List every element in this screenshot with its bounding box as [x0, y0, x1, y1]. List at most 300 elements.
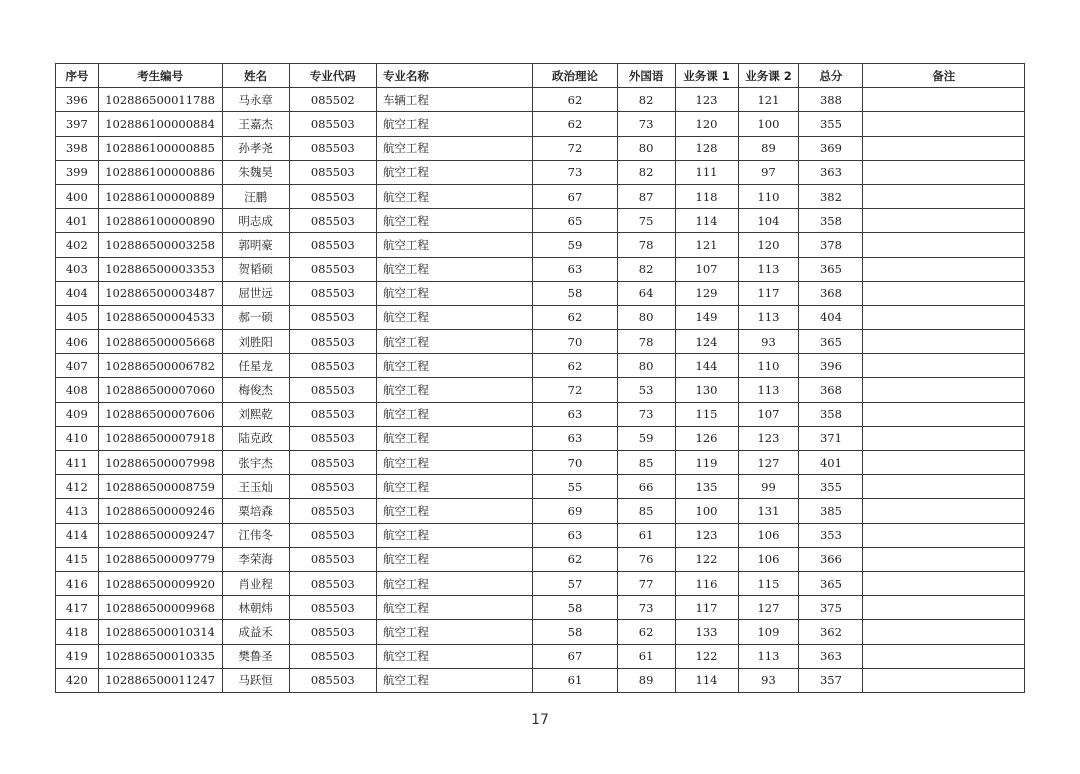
- cell-serial: 403: [56, 257, 99, 281]
- cell-remarks: [863, 160, 1025, 184]
- cell-politics: 62: [533, 305, 617, 329]
- cell-candidate-id: 102886500005668: [98, 330, 222, 354]
- table-row: [56, 475, 1025, 499]
- cell-total: 358: [799, 209, 863, 233]
- cell-total: 365: [799, 571, 863, 595]
- header-remarks: 备注: [863, 64, 1025, 88]
- cell-subject-2: 113: [738, 644, 799, 668]
- cell-subject-2: 127: [738, 596, 799, 620]
- cell-candidate-id: 102886500009968: [98, 596, 222, 620]
- cell-major-name: 航空工程: [376, 668, 532, 692]
- cell-major-code: 085503: [289, 523, 376, 547]
- header-subject-1: 业务课 1: [675, 64, 738, 88]
- cell-name: 陆克政: [222, 426, 289, 450]
- cell-politics: 72: [533, 378, 617, 402]
- cell-politics: 57: [533, 571, 617, 595]
- cell-foreign-language: 73: [617, 596, 675, 620]
- cell-subject-1: 133: [675, 620, 738, 644]
- table-row: [56, 209, 1025, 233]
- cell-politics: 65: [533, 209, 617, 233]
- cell-politics: 63: [533, 523, 617, 547]
- cell-serial: 407: [56, 354, 99, 378]
- page-number: 17: [531, 712, 549, 728]
- cell-major-name: 航空工程: [376, 184, 532, 208]
- cell-name: 刘胜阳: [222, 330, 289, 354]
- cell-subject-1: 115: [675, 402, 738, 426]
- table-row: [56, 378, 1025, 402]
- cell-subject-2: 110: [738, 184, 799, 208]
- cell-remarks: [863, 330, 1025, 354]
- cell-major-name: 航空工程: [376, 547, 532, 571]
- cell-total: 368: [799, 378, 863, 402]
- cell-total: 363: [799, 644, 863, 668]
- cell-subject-1: 130: [675, 378, 738, 402]
- cell-remarks: [863, 112, 1025, 136]
- cell-candidate-id: 102886500011247: [98, 668, 222, 692]
- cell-major-code: 085502: [289, 88, 376, 112]
- cell-candidate-id: 102886500008759: [98, 475, 222, 499]
- table-header-row: [56, 64, 1025, 88]
- cell-major-code: 085503: [289, 281, 376, 305]
- cell-foreign-language: 75: [617, 209, 675, 233]
- table-row: [56, 257, 1025, 281]
- cell-remarks: [863, 475, 1025, 499]
- cell-subject-1: 120: [675, 112, 738, 136]
- cell-subject-1: 122: [675, 547, 738, 571]
- cell-subject-2: 115: [738, 571, 799, 595]
- cell-major-code: 085503: [289, 209, 376, 233]
- cell-major-code: 085503: [289, 596, 376, 620]
- cell-name: 屈世远: [222, 281, 289, 305]
- cell-politics: 58: [533, 620, 617, 644]
- cell-subject-2: 104: [738, 209, 799, 233]
- cell-name: 王玉灿: [222, 475, 289, 499]
- header-foreign-language: 外国语: [617, 64, 675, 88]
- cell-serial: 398: [56, 136, 99, 160]
- table-row: [56, 136, 1025, 160]
- cell-politics: 62: [533, 112, 617, 136]
- table-row: [56, 426, 1025, 450]
- cell-politics: 63: [533, 402, 617, 426]
- cell-name: 明志成: [222, 209, 289, 233]
- cell-serial: 397: [56, 112, 99, 136]
- table-row: [56, 596, 1025, 620]
- cell-remarks: [863, 354, 1025, 378]
- cell-candidate-id: 102886500007606: [98, 402, 222, 426]
- cell-subject-2: 93: [738, 330, 799, 354]
- cell-foreign-language: 59: [617, 426, 675, 450]
- cell-name: 成益禾: [222, 620, 289, 644]
- table-row: [56, 451, 1025, 475]
- cell-candidate-id: 102886500007918: [98, 426, 222, 450]
- cell-name: 栗培森: [222, 499, 289, 523]
- cell-name: 樊鲁圣: [222, 644, 289, 668]
- cell-major-code: 085503: [289, 112, 376, 136]
- cell-major-name: 航空工程: [376, 281, 532, 305]
- cell-subject-1: 121: [675, 233, 738, 257]
- cell-major-name: 航空工程: [376, 209, 532, 233]
- cell-remarks: [863, 426, 1025, 450]
- cell-politics: 63: [533, 257, 617, 281]
- cell-subject-1: 114: [675, 209, 738, 233]
- cell-politics: 61: [533, 668, 617, 692]
- cell-candidate-id: 102886500009246: [98, 499, 222, 523]
- cell-subject-2: 107: [738, 402, 799, 426]
- cell-subject-2: 131: [738, 499, 799, 523]
- cell-subject-1: 114: [675, 668, 738, 692]
- cell-major-name: 航空工程: [376, 644, 532, 668]
- cell-foreign-language: 80: [617, 354, 675, 378]
- cell-total: 355: [799, 475, 863, 499]
- table-row: [56, 354, 1025, 378]
- cell-subject-1: 117: [675, 596, 738, 620]
- cell-subject-1: 135: [675, 475, 738, 499]
- cell-total: 365: [799, 330, 863, 354]
- cell-major-name: 航空工程: [376, 257, 532, 281]
- cell-politics: 55: [533, 475, 617, 499]
- cell-remarks: [863, 571, 1025, 595]
- cell-subject-1: 100: [675, 499, 738, 523]
- header-major-code: 专业代码: [289, 64, 376, 88]
- cell-serial: 401: [56, 209, 99, 233]
- cell-major-name: 航空工程: [376, 378, 532, 402]
- cell-name: 林朝炜: [222, 596, 289, 620]
- cell-major-code: 085503: [289, 378, 376, 402]
- table-row: [56, 644, 1025, 668]
- table-row: [56, 112, 1025, 136]
- cell-politics: 70: [533, 451, 617, 475]
- cell-major-code: 085503: [289, 426, 376, 450]
- cell-remarks: [863, 136, 1025, 160]
- cell-politics: 72: [533, 136, 617, 160]
- cell-foreign-language: 82: [617, 88, 675, 112]
- cell-candidate-id: 102886100000886: [98, 160, 222, 184]
- cell-remarks: [863, 184, 1025, 208]
- cell-subject-1: 116: [675, 571, 738, 595]
- cell-remarks: [863, 88, 1025, 112]
- cell-major-name: 航空工程: [376, 330, 532, 354]
- cell-foreign-language: 61: [617, 523, 675, 547]
- cell-name: 任星龙: [222, 354, 289, 378]
- cell-major-name: 航空工程: [376, 354, 532, 378]
- cell-subject-2: 99: [738, 475, 799, 499]
- header-name: 姓名: [222, 64, 289, 88]
- table-row: [56, 571, 1025, 595]
- cell-major-name: 航空工程: [376, 499, 532, 523]
- cell-politics: 67: [533, 644, 617, 668]
- cell-name: 郭明豪: [222, 233, 289, 257]
- table-row: [56, 160, 1025, 184]
- cell-candidate-id: 102886500010335: [98, 644, 222, 668]
- cell-subject-1: 123: [675, 88, 738, 112]
- cell-major-code: 085503: [289, 571, 376, 595]
- cell-serial: 420: [56, 668, 99, 692]
- cell-politics: 58: [533, 281, 617, 305]
- cell-name: 张宇杰: [222, 451, 289, 475]
- cell-subject-1: 119: [675, 451, 738, 475]
- cell-foreign-language: 66: [617, 475, 675, 499]
- cell-foreign-language: 62: [617, 620, 675, 644]
- cell-name: 王嘉杰: [222, 112, 289, 136]
- cell-politics: 62: [533, 88, 617, 112]
- cell-politics: 62: [533, 354, 617, 378]
- cell-name: 江伟冬: [222, 523, 289, 547]
- cell-remarks: [863, 596, 1025, 620]
- cell-candidate-id: 102886500006782: [98, 354, 222, 378]
- cell-serial: 396: [56, 88, 99, 112]
- cell-major-name: 航空工程: [376, 475, 532, 499]
- cell-name: 马永章: [222, 88, 289, 112]
- cell-subject-1: 122: [675, 644, 738, 668]
- header-politics: 政治理论: [533, 64, 617, 88]
- cell-subject-2: 113: [738, 378, 799, 402]
- cell-politics: 58: [533, 596, 617, 620]
- cell-candidate-id: 102886500009247: [98, 523, 222, 547]
- cell-foreign-language: 82: [617, 257, 675, 281]
- cell-subject-1: 124: [675, 330, 738, 354]
- cell-subject-2: 117: [738, 281, 799, 305]
- cell-subject-2: 113: [738, 257, 799, 281]
- cell-serial: 411: [56, 451, 99, 475]
- cell-foreign-language: 73: [617, 112, 675, 136]
- cell-serial: 409: [56, 402, 99, 426]
- table-row: [56, 402, 1025, 426]
- cell-name: 汪鹏: [222, 184, 289, 208]
- cell-name: 肖业程: [222, 571, 289, 595]
- cell-subject-2: 89: [738, 136, 799, 160]
- header-subject-2: 业务课 2: [738, 64, 799, 88]
- cell-subject-1: 107: [675, 257, 738, 281]
- cell-politics: 63: [533, 426, 617, 450]
- table-row: [56, 184, 1025, 208]
- cell-remarks: [863, 547, 1025, 571]
- cell-total: 375: [799, 596, 863, 620]
- cell-remarks: [863, 209, 1025, 233]
- cell-total: 401: [799, 451, 863, 475]
- cell-major-name: 航空工程: [376, 160, 532, 184]
- cell-name: 李荣海: [222, 547, 289, 571]
- cell-foreign-language: 85: [617, 451, 675, 475]
- cell-subject-2: 109: [738, 620, 799, 644]
- cell-politics: 73: [533, 160, 617, 184]
- cell-foreign-language: 64: [617, 281, 675, 305]
- cell-total: 368: [799, 281, 863, 305]
- cell-subject-2: 93: [738, 668, 799, 692]
- cell-subject-2: 121: [738, 88, 799, 112]
- cell-serial: 400: [56, 184, 99, 208]
- cell-name: 朱魏昊: [222, 160, 289, 184]
- cell-subject-1: 129: [675, 281, 738, 305]
- cell-serial: 416: [56, 571, 99, 595]
- cell-serial: 413: [56, 499, 99, 523]
- cell-politics: 70: [533, 330, 617, 354]
- cell-subject-2: 97: [738, 160, 799, 184]
- cell-major-code: 085503: [289, 547, 376, 571]
- cell-total: 371: [799, 426, 863, 450]
- cell-total: 362: [799, 620, 863, 644]
- cell-subject-1: 149: [675, 305, 738, 329]
- cell-major-name: 航空工程: [376, 402, 532, 426]
- cell-serial: 418: [56, 620, 99, 644]
- cell-major-code: 085503: [289, 305, 376, 329]
- cell-major-name: 航空工程: [376, 426, 532, 450]
- cell-total: 404: [799, 305, 863, 329]
- cell-subject-1: 123: [675, 523, 738, 547]
- cell-remarks: [863, 281, 1025, 305]
- cell-total: 355: [799, 112, 863, 136]
- table-row: [56, 330, 1025, 354]
- cell-remarks: [863, 402, 1025, 426]
- cell-name: 孙孝尧: [222, 136, 289, 160]
- cell-major-name: 航空工程: [376, 620, 532, 644]
- cell-major-code: 085503: [289, 136, 376, 160]
- cell-serial: 412: [56, 475, 99, 499]
- cell-subject-2: 123: [738, 426, 799, 450]
- cell-subject-1: 126: [675, 426, 738, 450]
- cell-candidate-id: 102886500009779: [98, 547, 222, 571]
- table-row: [56, 620, 1025, 644]
- cell-remarks: [863, 499, 1025, 523]
- cell-serial: 419: [56, 644, 99, 668]
- cell-total: 388: [799, 88, 863, 112]
- cell-major-code: 085503: [289, 668, 376, 692]
- cell-major-name: 车辆工程: [376, 88, 532, 112]
- cell-candidate-id: 102886100000885: [98, 136, 222, 160]
- cell-total: 363: [799, 160, 863, 184]
- cell-remarks: [863, 668, 1025, 692]
- cell-foreign-language: 61: [617, 644, 675, 668]
- header-total: 总分: [799, 64, 863, 88]
- cell-subject-2: 110: [738, 354, 799, 378]
- cell-major-code: 085503: [289, 402, 376, 426]
- cell-foreign-language: 80: [617, 136, 675, 160]
- cell-subject-1: 144: [675, 354, 738, 378]
- header-major-name: 专业名称: [376, 64, 532, 88]
- cell-name: 郝一硕: [222, 305, 289, 329]
- cell-major-code: 085503: [289, 330, 376, 354]
- cell-total: 385: [799, 499, 863, 523]
- cell-remarks: [863, 620, 1025, 644]
- table-row: [56, 305, 1025, 329]
- cell-total: 396: [799, 354, 863, 378]
- cell-serial: 399: [56, 160, 99, 184]
- cell-foreign-language: 87: [617, 184, 675, 208]
- cell-major-code: 085503: [289, 451, 376, 475]
- cell-major-code: 085503: [289, 160, 376, 184]
- cell-serial: 406: [56, 330, 99, 354]
- cell-serial: 404: [56, 281, 99, 305]
- cell-subject-1: 128: [675, 136, 738, 160]
- header-candidate-id: 考生编号: [98, 64, 222, 88]
- cell-total: 357: [799, 668, 863, 692]
- cell-subject-2: 106: [738, 547, 799, 571]
- cell-name: 贺韬硕: [222, 257, 289, 281]
- cell-major-code: 085503: [289, 184, 376, 208]
- cell-subject-2: 100: [738, 112, 799, 136]
- table-row: [56, 547, 1025, 571]
- cell-major-code: 085503: [289, 257, 376, 281]
- table-body: [56, 88, 1025, 693]
- cell-total: 365: [799, 257, 863, 281]
- cell-foreign-language: 76: [617, 547, 675, 571]
- cell-candidate-id: 102886500007998: [98, 451, 222, 475]
- cell-candidate-id: 102886500003353: [98, 257, 222, 281]
- cell-name: 梅俊杰: [222, 378, 289, 402]
- table-row: [56, 88, 1025, 112]
- cell-subject-1: 118: [675, 184, 738, 208]
- cell-candidate-id: 102886500009920: [98, 571, 222, 595]
- table-row: [56, 281, 1025, 305]
- cell-candidate-id: 102886100000890: [98, 209, 222, 233]
- cell-serial: 405: [56, 305, 99, 329]
- cell-major-name: 航空工程: [376, 233, 532, 257]
- cell-major-name: 航空工程: [376, 596, 532, 620]
- cell-major-code: 085503: [289, 644, 376, 668]
- cell-name: 刘熙乾: [222, 402, 289, 426]
- table-row: [56, 233, 1025, 257]
- cell-total: 353: [799, 523, 863, 547]
- cell-politics: 69: [533, 499, 617, 523]
- table-row: [56, 499, 1025, 523]
- cell-candidate-id: 102886100000884: [98, 112, 222, 136]
- cell-politics: 59: [533, 233, 617, 257]
- cell-serial: 410: [56, 426, 99, 450]
- cell-major-name: 航空工程: [376, 112, 532, 136]
- cell-candidate-id: 102886500003487: [98, 281, 222, 305]
- cell-foreign-language: 53: [617, 378, 675, 402]
- table-row: [56, 668, 1025, 692]
- cell-total: 366: [799, 547, 863, 571]
- cell-subject-1: 111: [675, 160, 738, 184]
- cell-subject-2: 127: [738, 451, 799, 475]
- cell-subject-2: 106: [738, 523, 799, 547]
- cell-major-name: 航空工程: [376, 571, 532, 595]
- cell-major-name: 航空工程: [376, 305, 532, 329]
- cell-foreign-language: 73: [617, 402, 675, 426]
- cell-total: 382: [799, 184, 863, 208]
- cell-candidate-id: 102886100000889: [98, 184, 222, 208]
- cell-remarks: [863, 523, 1025, 547]
- cell-candidate-id: 102886500011788: [98, 88, 222, 112]
- cell-foreign-language: 80: [617, 305, 675, 329]
- table-row: [56, 523, 1025, 547]
- header-serial: 序号: [56, 64, 99, 88]
- cell-remarks: [863, 233, 1025, 257]
- cell-foreign-language: 82: [617, 160, 675, 184]
- cell-foreign-language: 78: [617, 233, 675, 257]
- cell-foreign-language: 78: [617, 330, 675, 354]
- cell-name: 马跃恒: [222, 668, 289, 692]
- admission-score-table: [55, 63, 1025, 693]
- cell-total: 378: [799, 233, 863, 257]
- cell-serial: 417: [56, 596, 99, 620]
- cell-major-code: 085503: [289, 233, 376, 257]
- cell-serial: 414: [56, 523, 99, 547]
- cell-serial: 402: [56, 233, 99, 257]
- cell-politics: 67: [533, 184, 617, 208]
- cell-remarks: [863, 451, 1025, 475]
- cell-remarks: [863, 257, 1025, 281]
- cell-major-code: 085503: [289, 475, 376, 499]
- cell-politics: 62: [533, 547, 617, 571]
- cell-serial: 408: [56, 378, 99, 402]
- cell-remarks: [863, 305, 1025, 329]
- cell-subject-2: 120: [738, 233, 799, 257]
- cell-total: 369: [799, 136, 863, 160]
- cell-major-name: 航空工程: [376, 136, 532, 160]
- cell-major-code: 085503: [289, 354, 376, 378]
- cell-major-name: 航空工程: [376, 523, 532, 547]
